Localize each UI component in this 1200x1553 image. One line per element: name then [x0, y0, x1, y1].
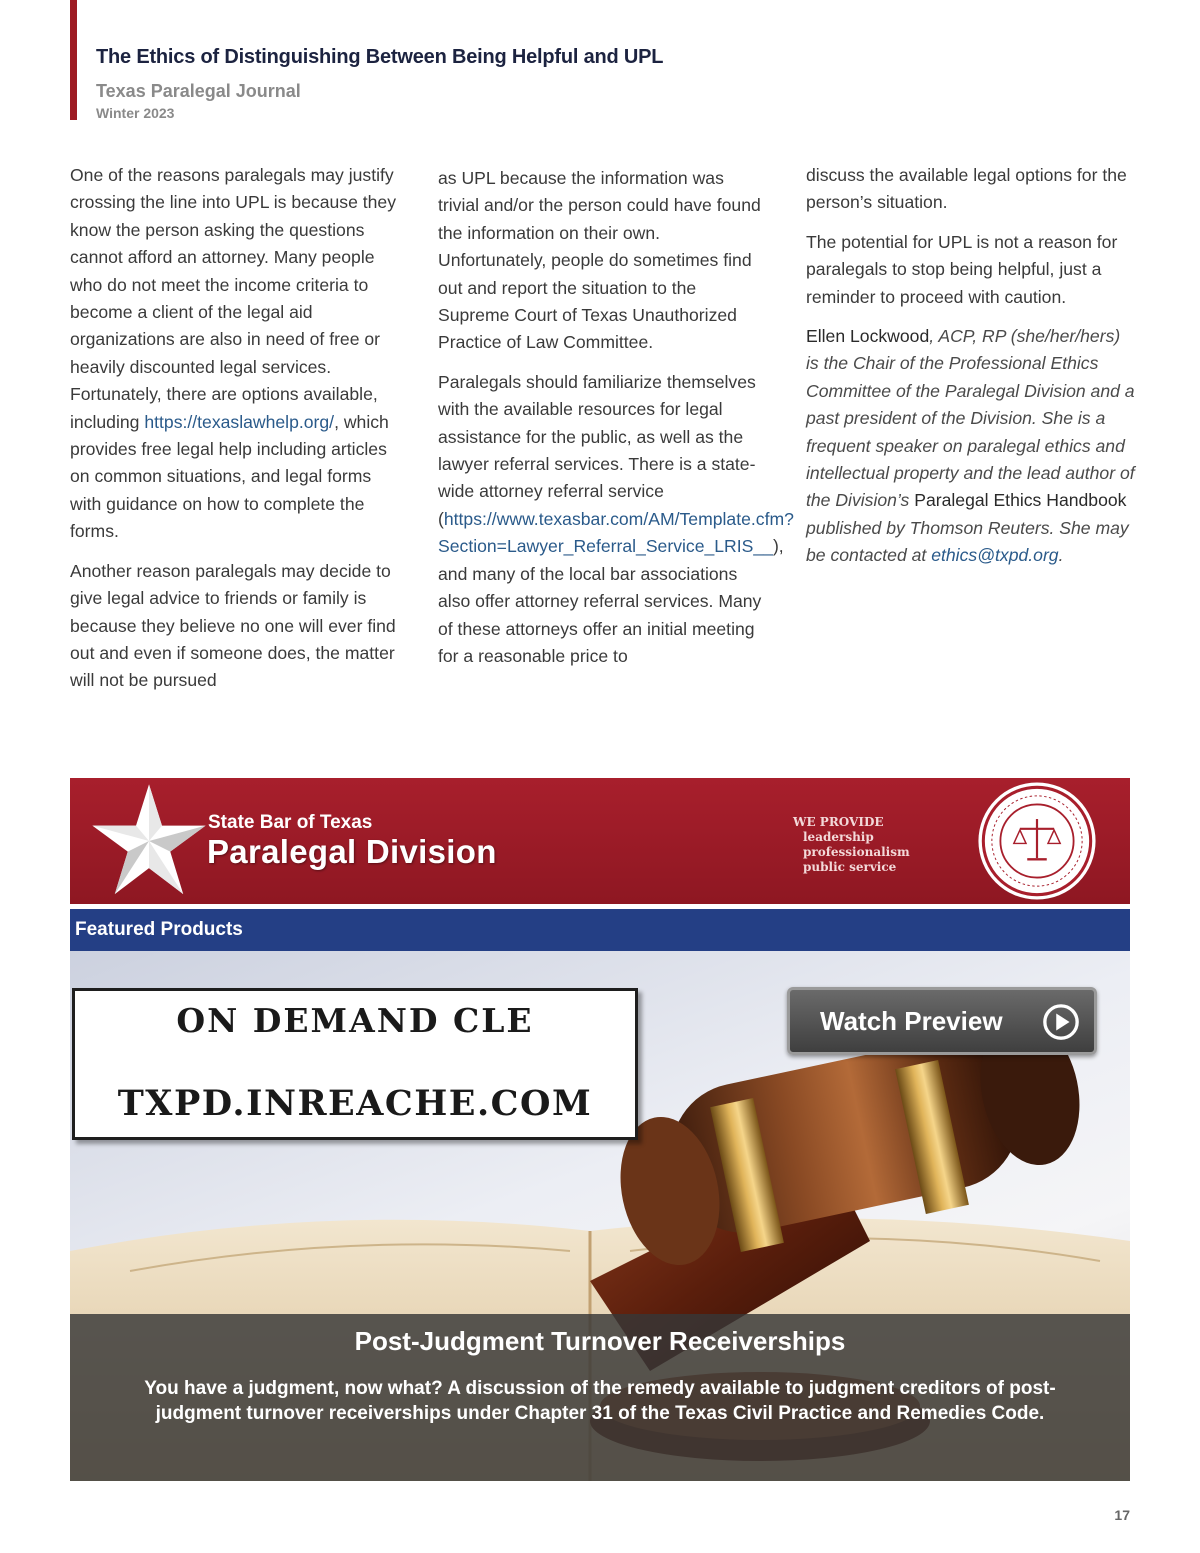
cle-heading: ON DEMAND CLE — [176, 1001, 534, 1040]
column-1 — [70, 162, 400, 707]
paragraph: Paralegals should familiarize themselves with the available resources for legal assistance for the public, as well as the lawyer referral services. There is a state-wide attorney referral service (https://www.texasbar.com/AM/Template.cfm?Section=Lawyer_Referral_Service_LRIS__), and many of the local bar associations also offer attorney referral services. Many of these attorneys offer an initial meeting for a reasonable price to — [438, 371, 794, 666]
texaslawhelp-link[interactable]: https://texaslawhelp.org/ — [144, 411, 335, 432]
featured-products-bar — [70, 909, 1130, 951]
featured-products-label: Featured Products — [75, 919, 243, 940]
product-description: You have a judgment, now what? A discussion of the remedy available to judgment creditors of post-judgment turnover receiverships under Chapter 31 of the Texas Civil Practice and Remedies Code. — [144, 1378, 1056, 1424]
issue-date: Winter 2023 — [96, 105, 175, 121]
paragraph: Another reason paralegals may decide to give legal advice to friends or family is because they believe no one will ever find out and even if someone does, the matter will not be pursued — [70, 560, 396, 691]
cle-promo-box — [72, 988, 638, 1140]
paragraph: One of the reasons paralegals may justify crossing the line into UPL is because they know the person asking the questions cannot afford an attorney. Many people who do not meet the income criteria to become a client of the legal aid organizations are also in need of free or heavily discounted legal services. Fortunately, there are options available, including https://texaslawhelp.org/, which provides free legal help including articles on common situations, and legal forms with guidance on how to complete the forms. — [70, 165, 396, 542]
watch-preview-button[interactable] — [787, 987, 1097, 1055]
org-name-line1: State Bar of Texas — [208, 812, 373, 833]
page-number: 17 — [1114, 1507, 1130, 1523]
column-3 — [806, 162, 1136, 582]
paralegal-division-seal-icon — [976, 780, 1098, 902]
texasbar-referral-link[interactable]: https://www.texasbar.com/AM/Template.cfm?Section=Lawyer_Referral_Service_LRIS__ — [438, 508, 794, 557]
paragraph: discuss the available legal options for the person’s situation. — [806, 165, 1127, 213]
cle-url: TXPD.INREACHE.COM — [117, 1083, 593, 1124]
paragraph: as UPL because the information was trivial and/or the person could have found the information on their own. Unfortunately, people do sometimes find out and report the situation to the Supreme Court of Texas Unauthorized Practice of Law Committee. — [438, 168, 761, 353]
paragraph: The potential for UPL is not a reason for paralegals to stop being helpful, just a reminder to proceed with caution. — [806, 231, 1118, 307]
header-accent-bar — [70, 0, 77, 120]
author-bio: Ellen Lockwood, ACP, RP (she/her/hers) is the Chair of the Professional Ethics Committee of the Paralegal Division and a past president of the Division. She is a frequent speaker on paralegal ethics and intellectual property and the lead author of the Division’s Paralegal Ethics Handbook published by Thomson Reuters. She may be contacted at ethics@txpd.org. — [806, 326, 1135, 566]
book-title: Paralegal Ethics Handbook — [914, 490, 1127, 511]
journal-name: Texas Paralegal Journal — [96, 81, 301, 101]
product-title: Post-Judgment Turnover Receiverships — [354, 1326, 846, 1356]
ad-banner — [70, 778, 1130, 904]
org-name-line2: Paralegal Division — [207, 833, 497, 870]
advertisement[interactable] — [70, 778, 1130, 1481]
texas-star-icon — [90, 782, 208, 900]
motto: WE PROVIDE leadership professionalism public service — [793, 815, 910, 874]
product-caption — [70, 1314, 1130, 1481]
play-icon — [1042, 1003, 1080, 1041]
gavel-image — [70, 951, 1130, 1481]
column-2 — [438, 165, 794, 682]
email-link[interactable]: ethics@txpd.org — [931, 545, 1059, 566]
article-title: The Ethics of Distinguishing Between Being Helpful and UPL — [96, 46, 664, 68]
watch-preview-label: Watch Preview — [820, 1006, 1003, 1036]
author-name: Ellen Lockwood — [806, 326, 930, 347]
